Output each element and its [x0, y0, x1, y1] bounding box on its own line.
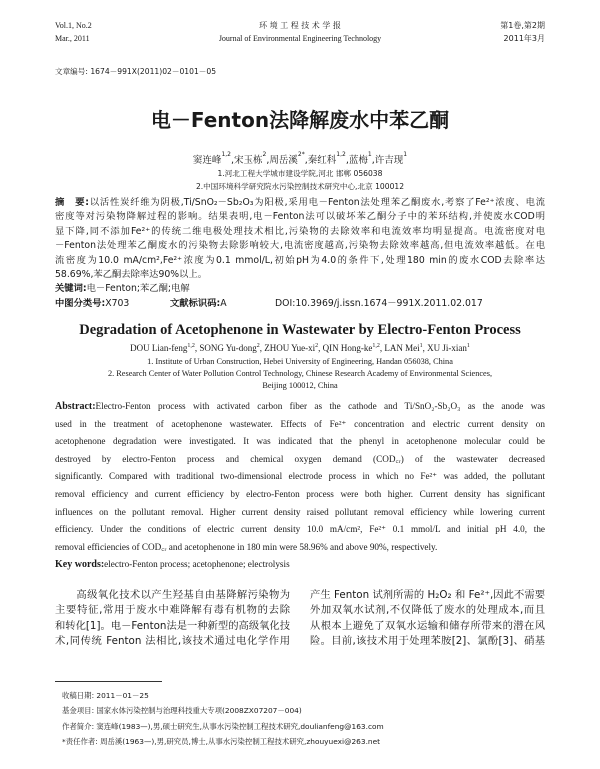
body-column-left [55, 588, 290, 649]
date-en: Mar., 2011 [55, 34, 90, 43]
author-name: 秦红科 [307, 155, 337, 166]
author-affiliation-mark: 1,2 [187, 343, 195, 349]
author-affiliation-mark: 2 [262, 151, 267, 158]
date-cn: 2011年3月 [503, 34, 545, 43]
abstract-cn-label: 摘 要: [55, 197, 90, 208]
author-name: 宋玉栋 [234, 155, 263, 166]
authors-en: DOU Lian-feng$^{1,2}$, SONG Yu-dong$^2$, ZHOU Yue-$xi^2$, QIN Hong-ke$^{1,2}$, LAN Mei$^1$, XU Ji-xian$^1$ [130, 343, 470, 353]
journal-name-cn: 环 境 工 程 技 术 学 报 [259, 21, 341, 30]
affiliation-cn-1: 1.河北工程大学城市建设学院,河北 邯郸 056038 [217, 169, 383, 178]
author-affiliation-mark: 1 [367, 151, 372, 158]
author-name: DOU Lian-feng [130, 343, 188, 353]
body-line: 术,同传统 Fenton 法相比,该技术通过电化学作用 [55, 634, 290, 647]
body-line: 险。目前,该技术用于处理苯胺[2]、氯酚[3]、硝基 [310, 634, 545, 647]
author-name: QIN Hong-ke [322, 343, 373, 353]
classification-row: 中图分类号:X703 文献标识码:A DOI:10.3969/j.issn.1674－991X.2011.02.017 [55, 297, 483, 309]
authors-cn: 窦连峰$^{1,2}$,宋玉栋$^2$,周岳溪$^{2*}$,秦红科$^{1,2}$,蓝梅$^1$,许吉现$^1$ [192, 151, 408, 166]
volume-issue-cn: 第1卷,第2期 [500, 21, 545, 30]
author-affiliation-mark: 1 [466, 343, 470, 349]
title-cn: 电－Fenton法降解废水中苯乙酮 [150, 108, 450, 132]
journal-name-en: Journal of Environmental Engineering Technology [218, 34, 382, 43]
volume-issue-en: Vol.1, No.2 [55, 21, 92, 30]
abstract-en-line: significantly. Compared with traditional two-dimensional electrode process in which no Fe²⁺ was added, the pollutant [55, 471, 545, 482]
author-affiliation-mark: 2 [256, 343, 260, 349]
author-affiliation-mark: 1,2 [372, 343, 380, 349]
author-name: 窦连峰 [192, 155, 222, 166]
abstract-cn-line: 摘 要:以活性炭纤维为阴极,Ti/SnO₂－Sb₂O₃为阳极,采用电－Fenton法处理苯乙酮废水,考察了Fe²⁺浓度、电流 [55, 197, 546, 208]
abstract-en-line: Abstract:Electro-Fenton process with activated carbon fiber as the cathode and Ti/SnO₂-Sb₂O₃ as the anode was [55, 401, 545, 412]
keywords-en: Key words:electro-Fenton process; acetophenone; electrolysis [55, 559, 290, 571]
body-line: 主要特征,常用于废水中难降解有毒有机物的去除 [55, 604, 290, 617]
author-name: 蓝梅 [348, 155, 368, 166]
footnote-received-date: 收稿日期: 2011－01－25 [62, 691, 149, 700]
article-number: 文章编号: 1674－991X(2011)02－0101－05 [55, 67, 217, 76]
footnote-corresponding-author: *责任作者: 周岳溪(1963—),男,研究员,博士,从事水污染控制工程技术研究,zhouyuexi@263.net [62, 737, 381, 747]
affiliation-en-2: 2. Research Center of Water Pollution Control Technology, Chinese Research Academy of Environmental Sciences, [107, 369, 493, 378]
author-affiliation-mark: 2 [315, 343, 319, 349]
body-line: 从根本上避免了双氧水运输和储存所带来的潜在风 [310, 619, 545, 632]
abstract-cn-line: 流密度为10.0 mA/cm²,Fe²⁺浓度为0.1 mmol/L,初始pH为4.0的条件下,处理180 min的废水COD去除率达 [55, 254, 545, 266]
footnote-funding: 基金项目: 国家水体污染控制与治理科技重大专项(2008ZX07207－004) [62, 706, 302, 716]
abstract-en-line: used in the treatment of acetophenone wastewater. Effects of Fe²⁺ concentration and electric current density on [55, 418, 545, 429]
abstract-en-line: acetophenone degradation were investigated. It was indicated that the phenyl in acetophenone molecular could be [55, 436, 545, 447]
body-column-right [310, 588, 545, 649]
doi: DOI:10.3969/j.issn.1674－991X.2011.02.017 [275, 297, 483, 309]
abstract-en-line: destroyed by electro-Fenton process and chemical oxygen demand (COD꜀ᵣ) of the wastewater decreased [55, 453, 545, 464]
abstract-cn-line: 显下降,同不添加Fe²⁺的传统二维电极处理技术相比,污染物的去除效率和电流效率均明显提高。电流密度对电 [55, 225, 545, 237]
abstract-en-line: efficiency. Under the conditions of electric current density 10.0 mA/cm², Fe²⁺ 0.1 mmol/L and initial pH 4.0, the [55, 524, 545, 535]
abstract-en [55, 398, 545, 574]
abstract-cn-line: 58.69%,苯乙酮去除率达90%以上。 [55, 269, 208, 281]
abstract-en-line: removal efficiencies of COD꜀ᵣ and acetophenone in 180 min were 58.96% and above 90%, respectively. [55, 541, 438, 552]
affiliation-cn-2: 2.中国环境科学研究院水污染控制技术研究中心,北京 100012 [195, 182, 405, 191]
abstract-en-label: Abstract: [55, 401, 96, 412]
author-affiliation-mark: 2* [297, 151, 305, 158]
author-name: 周岳溪 [269, 155, 298, 166]
author-name: LAN Mei [384, 343, 420, 353]
abstract-en-line: removal efficiency and current efficiency by electro-Fenton process were both higher. Current density has significant [55, 488, 545, 499]
abstract-cn [55, 196, 545, 311]
abstract-en-line: influences on the pollutant removal. Higher current density raised pollutant removal efficiency while lowering current [55, 506, 545, 517]
author-name: ZHOU Yue-xi [264, 343, 316, 353]
author-affiliation-mark: 1,2 [221, 151, 231, 158]
author-affiliation-mark: 1,2 [336, 151, 346, 158]
footnote-author-bio: 作者简介: 窦连峰(1983—),男,硕士研究生,从事水污染控制工程技术研究,doulianfeng@163.com [62, 721, 384, 731]
footnote-divider [55, 681, 162, 682]
author-name: XU Ji-xian [427, 343, 467, 353]
abstract-cn-line: 密度等对污染物降解过程的影响。结果表明,电－Fenton法可以破坏苯乙酮分子中的苯环结构,并使废水COD明 [55, 211, 545, 223]
footnotes [62, 688, 384, 750]
author-name: SONG Yu-dong [199, 343, 257, 353]
affiliation-en-1: 1. Institute of Urban Construction, Hebei University of Engineering, Handan 056038, China [147, 357, 453, 366]
affiliation-en-2-city: Beijing 100012, China [262, 381, 338, 390]
title-en: Degradation of Acetophenone in Wastewater by Electro-Fenton Process [79, 322, 521, 338]
body-line: 外加双氧水试剂,不仅降低了废水的处理成本,而且 [310, 604, 545, 617]
author-affiliation-mark: 1 [419, 343, 423, 349]
body-line: 和转化[1]。电－Fenton法是一种新型的高级氧化技 [55, 619, 291, 632]
body-line: 产生 Fenton 试剂所需的 H₂O₂ 和 Fe²⁺,因此不需要 [310, 589, 545, 601]
author-affiliation-mark: 1 [403, 151, 408, 158]
body-line: 高级氧化技术以产生羟基自由基降解污染物为 [55, 589, 290, 601]
abstract-cn-line: －Fenton法处理苯乙酮废水的污染物去除影响较大,电流密度越高,污染物去除效率越高,但电流效率越低。在电 [55, 240, 545, 252]
keywords-cn: 关键词:电－Fenton;苯乙酮;电解 [55, 283, 190, 295]
author-name: 许吉现 [374, 155, 404, 166]
